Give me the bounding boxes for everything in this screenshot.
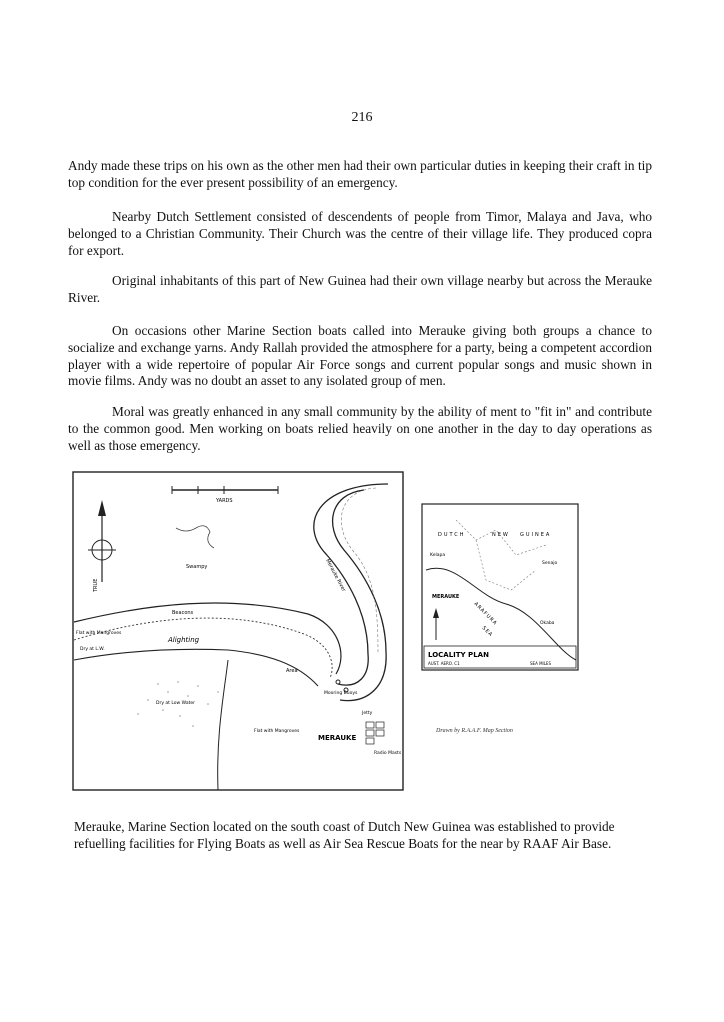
new-label: NEW	[492, 532, 510, 538]
kelapa-label: Kelapa	[430, 553, 446, 558]
locality-merauke-label: MERAUKE	[432, 594, 460, 600]
arafura-label: ARAFURA	[472, 601, 499, 627]
flat-mangroves-label-1: Flat with Mangroves	[76, 631, 122, 636]
paragraph-4: On occasions other Marine Section boats called into Merauke giving both groups a chance to socialize and exchange yarns. Andy Rallah provided the atmosphere for a party, being a competent accordion player with a wide repertoire of popular Air Force songs and current popular songs and music shown in movie films. Andy was no doubt an asset to any isolated group of men.	[68, 323, 652, 389]
beacons-label: Beacons	[172, 610, 194, 616]
alighting-label: Alighting	[168, 636, 200, 644]
paragraph-3: Original inhabitants of this part of New Guinea had their own village nearby but across the Merauke River.	[68, 273, 652, 305]
mooring-buoys-label: Mooring Buoys	[324, 691, 358, 696]
page-number: 216	[351, 110, 373, 125]
locality-plan-title: LOCALITY PLAN	[428, 651, 489, 659]
flat-mangroves-label-2: Flat with Mangroves	[254, 729, 300, 734]
senajo-label: Senajo	[542, 561, 558, 566]
swampy-label: Swampy	[186, 564, 208, 570]
map-credit: Drawn by R.A.A.F. Map Section	[436, 728, 513, 734]
radio-masts-label: Radio Masts	[374, 751, 402, 756]
merauke-town-label: MERAUKE	[318, 734, 357, 742]
sea-label: SEA	[480, 625, 494, 639]
sea-miles-label: SEA MILES	[530, 661, 551, 666]
okaba-label: Okaba	[540, 621, 555, 626]
guinea-label: GUINEA	[520, 532, 552, 538]
paragraph-5: Moral was greatly enhanced in any small community by the ability of ment to "fit in" and contribute to the common good. Men working on boats relied heavily on one another in the day to day operations as well as those emergency.	[68, 404, 652, 453]
jetty-label: Jetty	[362, 711, 373, 716]
scale-label: YARDS	[216, 498, 233, 504]
dutch-label: DUTCH	[438, 532, 466, 538]
locality-plan-subtitle: AUST. AERO. C1	[428, 661, 460, 666]
dry-lw-label: Dry at L.W.	[80, 647, 105, 652]
dry-low-water-label: Dry at Low Water	[156, 701, 195, 706]
locality-plan-map	[416, 500, 584, 676]
river-label: Merauke River	[324, 558, 347, 593]
paragraph-2: Nearby Dutch Settlement consisted of descendents of people from Timor, Malaya and Java, who belonged to a Christian Community. Their Church was the centre of their village life. They produced copra for export.	[68, 209, 652, 258]
figure-caption: Merauke, Marine Section located on the south coast of Dutch New Guinea was established to provide refuelling facilities for Flying Boats as well as Air Sea Rescue Boats for the near by RAAF Air Base.	[74, 819, 615, 851]
paragraph-1: Andy made these trips on his own as the other men had their own particular duties in keeping their craft in tip top condition for the ever present possibility of an emergency.	[68, 158, 652, 190]
area-label: Area	[286, 668, 298, 674]
true-north-label: TRUE	[93, 578, 99, 592]
merauke-harbour-map	[68, 464, 408, 796]
